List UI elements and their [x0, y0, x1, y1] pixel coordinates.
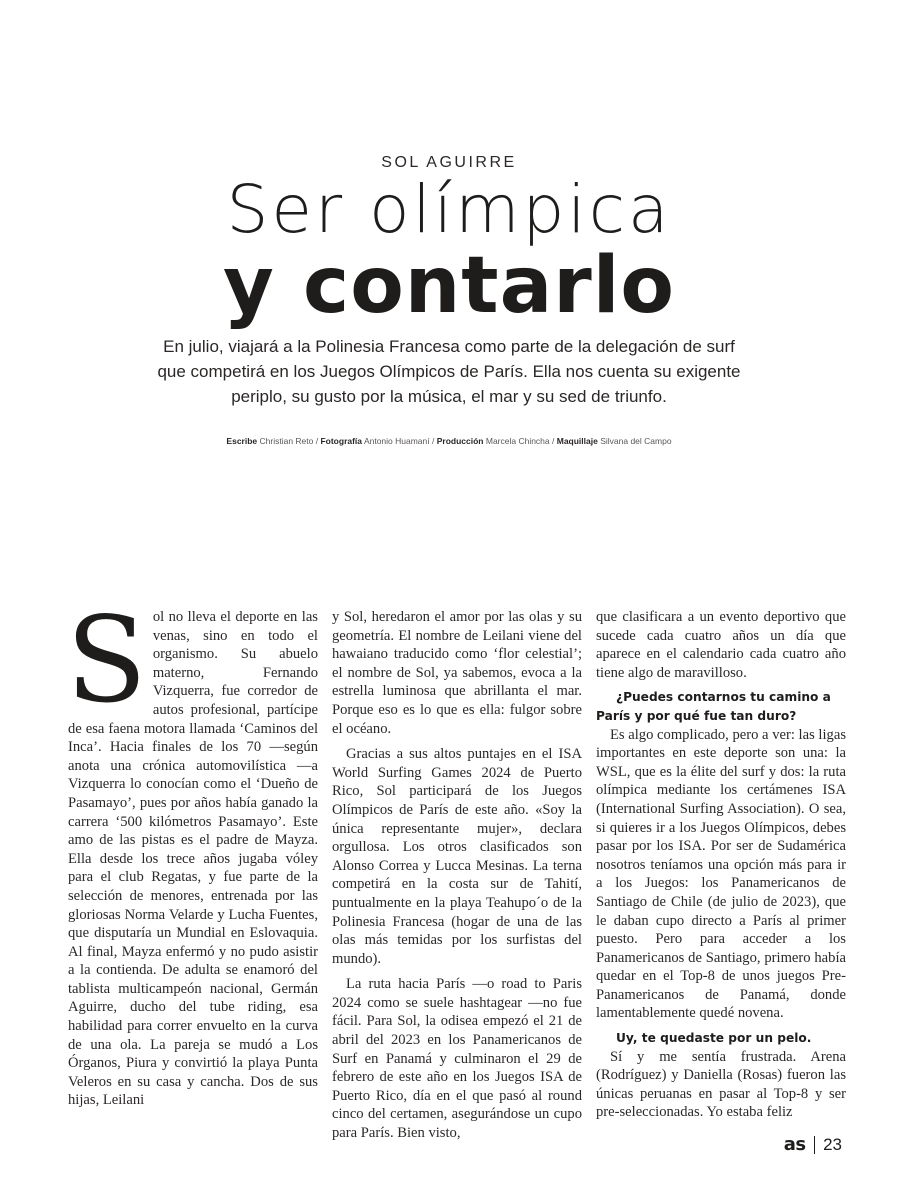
body-paragraph: ol no lleva el deporte en las venas, sino en todo el organismo. Su abuelo materno, Fernando Vizquerra, fue corredor de autos profesional, partícipe de esa faena motora llamada ‘Caminos del Inca’. Hacia finales de los 70 —según anota una crónica automovilística —a Vizquerra lo conocían como el ‘Dueño de Pasamayo’, pues por años había ganado la carrera ‘500 kilómetros Pasamayo’. Este amo de las pistas es el padre de Mayza. Ella desde los trece años jugaba vóley para el club Regatas, y fue parte de la selección de menores, entrenada por las gloriosas Norma Velarde y Lucha Fuentes, que disputaría un Mundial en Eslovaquia. Al final, Mayza enfermó y no pudo asistir a la contienda. De adulta se enamoró del tablista multicampeón nacional, Germán Aguirre, ducho del tube riding, esa habilidad para correr envuelto en la curva de una ola. La pareja se mudó a Los Órganos, Piura y convirtió la playa Punta Veleros en su casa y cancha. Dos de sus hijas, Leilani [68, 609, 318, 1109]
headline-line-2: y contarlo [222, 241, 676, 331]
credit-role-production: Producción [436, 436, 484, 446]
credit-photo: Antonio Huamaní [363, 436, 430, 446]
page-number: 23 [823, 1134, 842, 1154]
body-column-1 [66, 591, 318, 1110]
credit-separator: / [549, 436, 557, 446]
credit-role-photo: Fotografía [320, 436, 363, 446]
credits-line [0, 436, 898, 446]
credit-makeup: Silvana del Campo [600, 436, 672, 446]
drop-cap: S [66, 591, 147, 729]
body-paragraph: La ruta hacia París —o road to Paris 2024 como se suele hashtagear —no fue fácil. Para Sol, la odisea empezó el 21 de abril del 2023 en los Panamericanos de Surf en Panamá y culminaron el 29 de febrero de este año en los Juegos ISA de Puerto Rico, día en el que pasó al round cinco del certamen, asegurándose un cupo para París. Bien visto, [332, 976, 582, 1142]
body-column-3 [596, 608, 846, 1122]
credit-writer: Christian Reto [259, 436, 314, 446]
headline-line-1: Ser olímpica [226, 171, 672, 248]
body-paragraph: que clasificara a un evento deportivo que sucede cada cuatro años un día que aparece en el calendario cada cuatro año tiene algo de maravilloso. [596, 609, 846, 681]
credit-role-makeup: Maquillaje [556, 436, 598, 446]
body-paragraph: Es algo complicado, pero a ver: las ligas importantes en este deporte son una: la WSL, que es la élite del surf y dos: la ruta olímpica mediante los certámenes ISA (International Surfing Association). O sea, si quieres ir a los Juegos Olímpicos, debes pasar por los ISA. Por ser de Sudamérica nosotros teníamos una opción más para ir a los Juegos: los Panamericanos de Santiago de Chile (de julio de 2023), que le daban cupo directo a París al primer puesto. Pero para acceder a los Panamericanos de Santiago, primero había quedar en el Top-8 de unos juegos Pre-Panamericanos de Panamá, donde lamentablemente quedé novena. [596, 726, 846, 1022]
interview-question: ¿Puedes contarnos tu camino a París y por qué fue tan duro? [596, 690, 831, 723]
deck-standfirst: En julio, viajará a la Polinesia Francesa como parte de la delegación de surf que competirá en los Juegos Olímpicos de París. Ella nos cuenta su exigente periplo, su gusto por la música, el mar y su sed de triunfo. [157, 337, 741, 406]
credit-role-writer: Escribe [226, 436, 258, 446]
body-paragraph: Sí y me sentía frustrada. Arena (Rodríguez) y Daniella (Rosas) fueron las únicas peruanas en pasar al Top-8 y ser pre-seleccionadas. Yo estaba feliz [596, 1048, 846, 1121]
footer-divider [814, 1136, 816, 1154]
body-column-2 [332, 608, 582, 1143]
magazine-logo: as [783, 1134, 806, 1155]
interview-question: Uy, te quedaste por un pelo. [616, 1031, 812, 1046]
body-paragraph: Gracias a sus altos puntajes en el ISA World Surfing Games 2024 de Puerto Rico, Sol participará de los Juegos Olímpicos de París de este año. «Soy la única representante mujer», declara orgullosa. Los otros clasificados son Alonso Correa y Lucca Mesinas. La terna competirá en la costa sur de Tahití, puntualmente en la playa Teahupo´o de la Polinesia Francesa (hogar de una de las olas más temidas por los surfistas del mundo). [332, 746, 582, 967]
credit-separator: / [313, 436, 321, 446]
credit-separator: / [429, 436, 437, 446]
page-footer [784, 1134, 842, 1155]
body-paragraph: y Sol, heredaron el amor por las olas y su geometría. El nombre de Leilani viene del hawaiano traducido como ‘flor celestial’; el nombre de Sol, ya sabemos, evoca a la estrella luminosa que abrillanta el mar. Porque eso es lo que es ella: fulgor sobre el océano. [332, 609, 582, 737]
credit-production: Marcela Chincha [485, 436, 550, 446]
kicker: SOL AGUIRRE [381, 154, 517, 171]
